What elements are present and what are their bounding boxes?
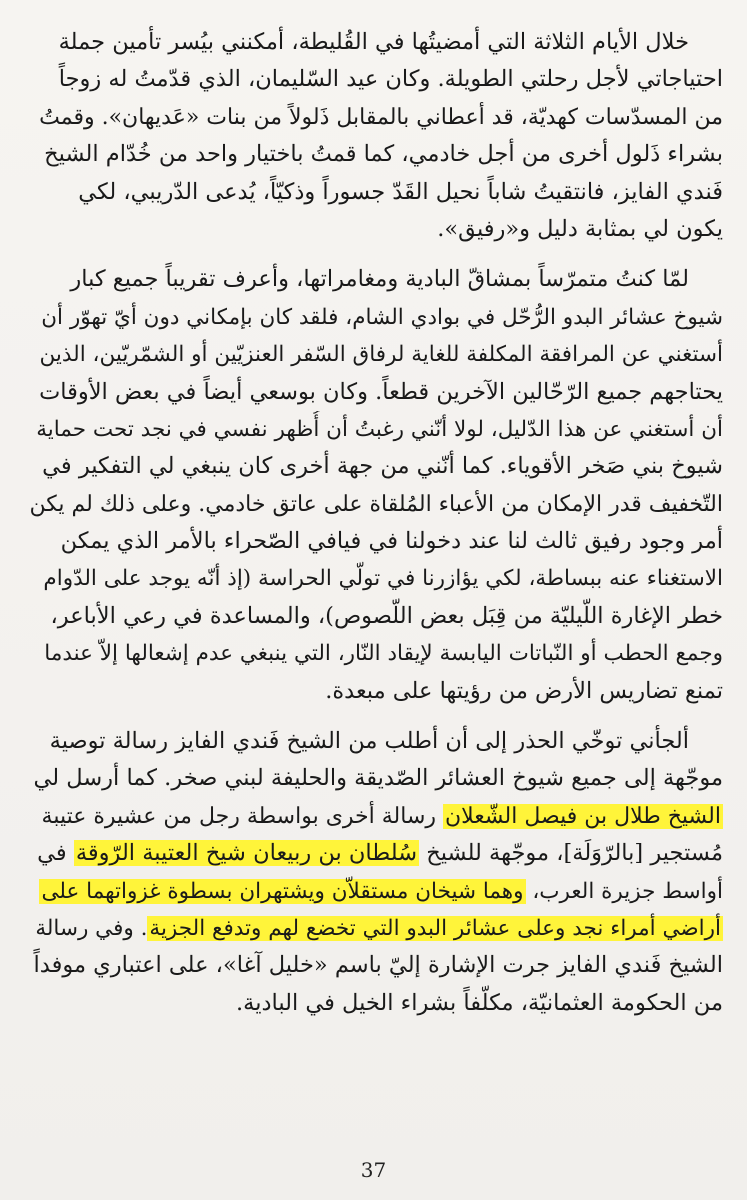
text-line xyxy=(30,560,723,597)
text-segment: أمر وجود رفيق ثالث لنا عند دخولنا في فيافي الصّحراء بالأمر الذي يمكن xyxy=(60,528,723,555)
body-text xyxy=(30,24,723,1022)
highlighted-text: سُلطان بن ربيعان شيخ العتيبة الرّوقة xyxy=(75,840,418,867)
text-line xyxy=(30,523,723,560)
text-line xyxy=(30,873,723,910)
text-line xyxy=(30,673,723,710)
text-segment: التّخفيف قدر الإمكان من الأعباء المُلقاة على عاتق خادمي. وعلى ذلك لم يكن xyxy=(30,491,723,517)
paragraph xyxy=(30,723,723,1022)
text-line xyxy=(30,723,723,760)
text-segment: ألجأني توخّي الحذر إلى أن أطلب من الشيخ فَندي الفايز رسالة توصية xyxy=(49,728,689,755)
text-line xyxy=(30,910,723,947)
text-line xyxy=(30,985,723,1022)
text-line xyxy=(30,299,723,336)
text-segment: في xyxy=(37,840,74,867)
text-segment: من الحكومة العثمانيّة، مكلّفاً بشراء الخيل في البادية. xyxy=(236,989,723,1016)
text-segment: خلال الأيام الثلاثة التي أمضيتُها في القُليطة، أمكنني بيُسر تأمين جملة xyxy=(58,29,689,55)
text-segment: تمنع تضاريس الأرض من رؤيتها على مبعدة. xyxy=(325,677,723,704)
text-line xyxy=(30,760,723,797)
text-segment: يكون لي بمثابة دليل و«رفيق». xyxy=(437,215,723,242)
text-segment: احتياجاتي لأجل رحلتي الطويلة. وكان عيد السّليمان، الذي قدّمتُ له زوجاً xyxy=(58,66,723,93)
text-line xyxy=(30,61,723,98)
text-segment: رسالة أخرى بواسطة رجل من عشيرة عتيبة xyxy=(41,803,444,829)
text-segment: فَندي الفايز، فانتقيتُ شاباً نحيل القَدّ جسوراً وذكيّاً، يُدعى الدّريبي، لكي xyxy=(78,178,723,205)
text-line xyxy=(30,24,723,61)
text-segment: أن أستغني عن هذا الدّليل، لولا أنّني رغبتُ أن أُظهر نفسي في نجد تحت حماية xyxy=(36,416,723,442)
text-line xyxy=(30,448,723,485)
text-line xyxy=(30,947,723,984)
text-line xyxy=(30,598,723,635)
text-line xyxy=(30,136,723,173)
text-segment: موجّهة إلى جميع شيوخ العشائر الصّديقة والحليفة لبني صخر. كما أرسل لي xyxy=(33,765,723,792)
paragraph xyxy=(30,261,723,710)
text-line xyxy=(30,336,723,373)
text-line xyxy=(30,261,723,298)
text-line xyxy=(30,486,723,523)
text-line xyxy=(30,99,723,136)
highlighted-text: وهما شيخان مستقلاّن ويشتهران بسطوة غزواتهما على xyxy=(41,878,524,904)
highlighted-text: الشيخ طلال بن فيصل الشّعلان xyxy=(445,803,721,829)
text-segment: لمّا كنتُ متمرّساً بمشاقّ البادية ومغامراتها، وأعرف تقريباً جميع كبار xyxy=(70,266,689,293)
text-line xyxy=(30,635,723,672)
paragraph xyxy=(30,24,723,248)
text-segment: مُستجير [بالرّوَلَة]، موجّهة للشيخ xyxy=(419,840,723,867)
text-segment: من المسدّسات كهديّة، قد أعطاني بالمقابل ذَلولاً من بنات «عَديهان». وقمتُ xyxy=(39,104,723,130)
text-segment: وجمع الحطب أو النّباتات اليابسة لإيقاد النّار، التي ينبغي عدم إشعالها إلاّ عندما xyxy=(44,641,723,667)
text-segment: . وفي رسالة xyxy=(35,915,148,941)
text-segment: الشيخ فَندي الفايز جرت الإشارة إليّ باسم «خليل آغا»، على اعتباري موفداً xyxy=(33,952,723,979)
text-segment: شيوخ عشائر البدو الرُّحّل في بوادي الشام، فلقد كان بإمكاني دون أيّ تهوّر أن xyxy=(41,304,723,330)
text-line xyxy=(30,211,723,248)
highlighted-text: أراضي أمراء نجد وعلى عشائر البدو التي تخضع لهم وتدفع الجزية xyxy=(149,915,721,941)
text-line xyxy=(30,374,723,411)
text-segment: أواسط جزيرة العرب، xyxy=(525,878,723,904)
text-line xyxy=(30,411,723,448)
text-segment: شيوخ بني صَخر الأقوياء. كما أنّني من جهة أخرى كان ينبغي لي التفكير في xyxy=(42,453,723,480)
text-line xyxy=(30,174,723,211)
text-segment: يحتاجهم جميع الرّحّالين الآخرين قطعاً. وكان بوسعي أيضاً في بعض الأوقات xyxy=(39,378,723,405)
text-segment: الاستغناء عنه ببساطة، لكي يؤازرنا في تولّي الحراسة (إذ أنّه يوجد على الدّوام xyxy=(43,566,723,592)
text-line xyxy=(30,835,723,872)
page-number: 37 xyxy=(360,1158,387,1182)
text-line xyxy=(30,798,723,835)
text-segment: خطر الإغارة اللّيليّة من قِبَل بعض اللّصوص)، والمساعدة في رعي الأباعر، xyxy=(50,602,723,629)
text-segment: أستغني عن المرافقة المكلفة للغاية لرفاق السّفر العنزيّين أو الشمّريّين، الذين xyxy=(39,342,723,368)
text-segment: بشراء ذَلول أخرى من أجل خادمي، كما قمتُ باختيار واحد من خُدّام الشيخ xyxy=(44,141,723,168)
